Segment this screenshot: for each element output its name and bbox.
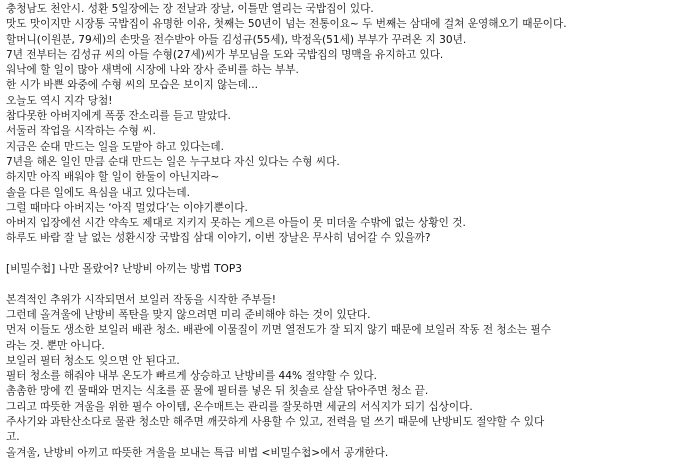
text-line: 7년 전부터는 김성규 씨의 아들 수형(27세)씨가 부모님을 도와 국밥집의 명맥을 유지하고 있다. xyxy=(6,48,444,61)
text-line: 아버지 입장에선 시간 약속도 제대로 지키지 못하는 게으른 아들이 못 미더울 수밖에 없는 상황인 것. xyxy=(6,217,466,230)
text-line: 참다못한 아버지에게 폭풍 잔소리를 듣고 말았다. xyxy=(6,110,231,123)
paragraph-spacer xyxy=(6,277,696,292)
text-line: 솔을 다른 일에도 욕심을 내고 있다는데. xyxy=(6,186,190,199)
text-line: 맛도 맛이지만 시장통 국밥집이 유명한 이유, 첫째는 50년이 넘는 전통이요~ 두 번째는 삼대에 걸쳐 운영해오기 때문이다. xyxy=(6,18,567,31)
text-line: 라는 것. 뿐만 아니다. xyxy=(6,339,105,352)
text-line: 고. xyxy=(6,431,20,444)
section-heading: [비밀수첩] 나만 몰랐어? 난방비 아끼는 방법 TOP3 xyxy=(6,263,243,276)
text-line: 지금은 순대 만드는 일을 도맡아 하고 있다는데. xyxy=(6,140,225,153)
text-line: 본격적인 추위가 시작되면서 보일러 작동을 시작한 주부들! xyxy=(6,293,277,306)
text-line: 워낙에 할 일이 많아 새벽에 시장에 나와 장사 준비를 하는 부부. xyxy=(6,64,299,77)
text-line: 할머니(이원분, 79세)의 손맛을 전수받아 아들 김성규(55세), 박정옥(51세) 부부가 꾸려온 지 30년. xyxy=(6,33,467,46)
paragraph-story xyxy=(6,2,696,247)
text-line: 주사기와 과탄산소다로 물관 청소만 해주면 깨끗하게 사용할 수 있고, 전력을 덜 쓰기 때문에 난방비도 절약할 수 있다 xyxy=(6,416,545,429)
text-line: 촘촘한 망에 낀 물때와 먼지는 식초를 푼 물에 필터를 넣은 뒤 칫솔로 살살 닦아주면 청소 끝. xyxy=(6,385,429,398)
text-line: 하지만 아직 배워야 할 일이 한둘이 아닌지라~ xyxy=(6,171,220,184)
paragraph-tips xyxy=(6,293,696,461)
paragraph-section-heading xyxy=(6,262,696,277)
text-line: 올겨울, 난방비 아끼고 따뜻한 겨울을 보내는 특급 비법 <비밀수첩>에서 공개한다. xyxy=(6,446,389,459)
text-line: 서둘러 작업을 시작하는 수형 씨. xyxy=(6,125,156,138)
text-line: 7년을 해온 일인 만큼 순대 만드는 일은 누구보다 자신 있다는 수형 씨다. xyxy=(6,155,340,168)
text-line: 먼저 이들도 생소한 보일러 배관 청소. 배관에 이물질이 끼면 열전도가 잘 되지 않기 때문에 보일러 작동 전 청소는 필수 xyxy=(6,324,551,337)
text-line: 그럴 때마다 아버지는 ‘아직 멀었다’는 이야기뿐이다. xyxy=(6,201,248,214)
text-line: 그리고 따뜻한 겨울을 위한 필수 아이템, 온수매트는 관리를 잘못하면 세균의 서식지가 되기 십상이다. xyxy=(6,400,473,413)
text-line: 오늘도 역시 지각 당첨! xyxy=(6,94,113,107)
text-line: 하루도 바람 잘 날 없는 성환시장 국밥집 삼대 이야기, 이번 장날은 무사히 넘어갈 수 있을까? xyxy=(6,232,431,245)
text-line: 충청남도 천안시. 성환 5일장에는 장 전날과 장날, 이틀만 열리는 국밥집이 있다. xyxy=(6,3,374,15)
paragraph-spacer xyxy=(6,247,696,262)
text-line: 그런데 올겨울에 난방비 폭탄을 맞지 않으려면 미리 준비해야 하는 것이 있단다. xyxy=(6,308,371,321)
text-line: 필터 청소를 해줘야 내부 온도가 빠르게 상승하고 난방비를 44% 절약할 수 있다. xyxy=(6,370,377,383)
text-line: 보일러 필터 청소도 잊으면 안 된다고. xyxy=(6,354,180,367)
text-line: 한 시가 바쁜 와중에 수형 씨의 모습은 보이지 않는데... xyxy=(6,79,258,92)
